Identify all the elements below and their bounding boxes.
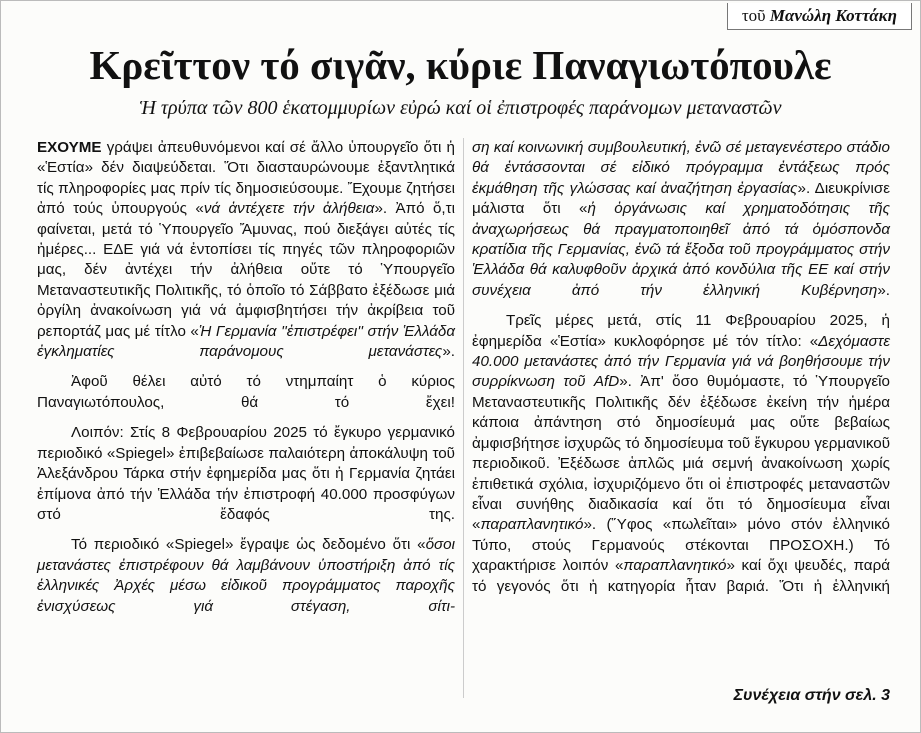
subheadline: Ἡ τρύπα τῶν 800 ἑκατομμυρίων εὐρώ καί οἱ ἐπιστροφές παράνομων μεταναστῶν xyxy=(139,97,782,119)
byline-prefix: τοῦ xyxy=(741,6,766,25)
continuation-note: Συνέχεια στήν σελ. 3 xyxy=(733,687,890,704)
paragraph: ση καί κοινωνική συμβουλευτική, ἐνῶ σέ μεταγενέστερο στάδιο θά ἐντάσσονται σέ εἰδικό πρόγραμμα ἐντάξεως πρός ἐκμάθηση τῆς γλώσσας καί ἀναζήτηση ἐργασίας». Διευκρίνισε μάλιστα ὅτι «ἡ ὀργάνωσις καί χρηματοδότησις τῆς ἀναχωρήσεως θά πραγματοποιηθεῖ ἀπό τά ὁμόσπονδα κρατίδια τῆς Γερμανίας, ἐνῶ τά ἔξοδα τοῦ προγράμματος στήν Ἑλλάδα θά καλυφθοῦν ἀρχικά ἀπό κονδύλια τῆς ΕΕ καί στήν συνέχεια ἀπό τήν ἑλληνική Κυβέρνηση». xyxy=(472,139,890,299)
article-column-2 xyxy=(472,138,890,607)
byline-author: Μανώλη Κοττάκη xyxy=(769,6,897,25)
paragraph: ΕΧΟΥΜΕ γράψει ἀπευθυνόμενοι καί σέ ἄλλο ὑπουργεῖο ὅτι ἡ «Ἑστία» δέν διαψεύδεται. Ὅτι διασταυρώνουμε ἐξαντλητικά τίς πληροφορίες μας πρίν τίς δημοσιεύσουμε. Ἔχουμε ζητήσει ἀπό τούς ὑπουργούς «νά ἀντέχετε τήν ἀλήθεια». Ἀπό ὅ,τι φαίνεται, μετά τό Ὑπουργεῖο Ἄμυνας, πού διεξάγει αὐτές τίς ἡμέρες... ΕΔΕ γιά νά ἐντοπίσει τίς πηγές τῶν πληροφοριῶν μας, δέν ἀντέχει τήν ἀλήθεια οὔτε τό Ὑπουργεῖο Μεταναστευτικῆς Πολιτικῆς, τό ὁποῖο τό Σάββατο ἐξέδωσε μιά ὀργίλη ἀνακοίνωση γιά νά ἀμφισβητήσει τήν ἀκρίβεια τοῦ ρεπορτάζ μας μέ τίτλο «Ἡ Γερμανία ''ἐπιστρέφει'' στήν Ἑλλάδα ἐγκληματίες παράνομους μετανάστες». xyxy=(37,139,455,361)
paragraph: Τρεῖς μέρες μετά, στίς 11 Φεβρουαρίου 2025, ἡ ἐφημερίδα «Ἑστία» κυκλοφόρησε μέ τόν τίτλο: «Δεχόμαστε 40.000 μετανάστες ἀπό τήν Γερμανία γιά νά βοηθήσουμε τήν συρρίκνωση τοῦ AfD». Ἀπ' ὅσο θυμόμαστε, τό Ὑπουργεῖο Μεταναστευτικῆς Πολιτικῆς δέν ἐξέδωσε ἐκείνη τήν ἡμέρα κάποια ἀπάντηση στό δημοσίευμά μας οὔτε βεβαίως ἀμφισβήτησε ἰσχυρῶς τό δημοσίευμα τοῦ ἔγκυρου γερμανικοῦ περιοδικοῦ. Ἐξέδωσε ἁπλῶς μιά σεμνή ἀνακοίνωση χωρίς ἐπιθετικά σχόλια, ἰσχυριζόμενο ὅτι οἱ ἐπιστροφές μεταναστῶν εἶναι συνήθης διαδικασία καί ὅτι τό δημοσίευμα εἶναι «παραπλανητικό». (Ὕφος «πωλεῖται» μόνο στόν ἑλληνικό Τύπο, στούς Γερμανούς στέκονται ΠΡΟΣΟΧΗ.) Τό χαρακτήρισε λοιπόν «παραπλανητικό» καί ὄχι ψευδές, παρά τό γεγονός ὅτι ἡ κατηγορία ἦταν βαριά. Ὅτι ἡ ἑλληνική xyxy=(472,312,891,595)
headline: Κρεῖττον τό σιγᾶν, κύριε Παναγιωτόπουλε xyxy=(89,42,832,88)
article-column-1 xyxy=(37,138,455,627)
paragraph: Τό περιοδικό «Spiegel» ἔγραψε ὡς δεδομένο ὅτι «ὅσοι μετανάστες ἐπιστρέφουν θά λαμβάνουν ὑποστήριξη ἀπό τίς ἑλληνικές Ἀρχές μέσω εἰδικοῦ προγράμματος παροχῆς ἐνισχύσεως γιά στέγαση, σίτι- xyxy=(37,536,455,615)
paragraph: Λοιπόν: Στίς 8 Φεβρουαρίου 2025 τό ἔγκυρο γερμανικό περιοδικό «Spiegel» ἐπιβεβαίωσε παλαιότερη ἀποκάλυψη τοῦ Ἀλεξάνδρου Τάρκα στήν ἐφημερίδα μας ὅτι ἡ Γερμανία ζητάει ἐπίμονα ἀπό τήν Ἑλλάδα τήν ἐπιστροφή 40.000 προσφύγων στό ἔδαφός της. xyxy=(37,424,455,523)
paragraph: Ἀφοῦ θέλει αὐτό τό ντημπαίητ ὁ κύριος Παναγιωτόπουλος, θά τό ἔχει! xyxy=(37,373,455,411)
column-divider xyxy=(463,138,464,698)
byline xyxy=(727,3,912,30)
